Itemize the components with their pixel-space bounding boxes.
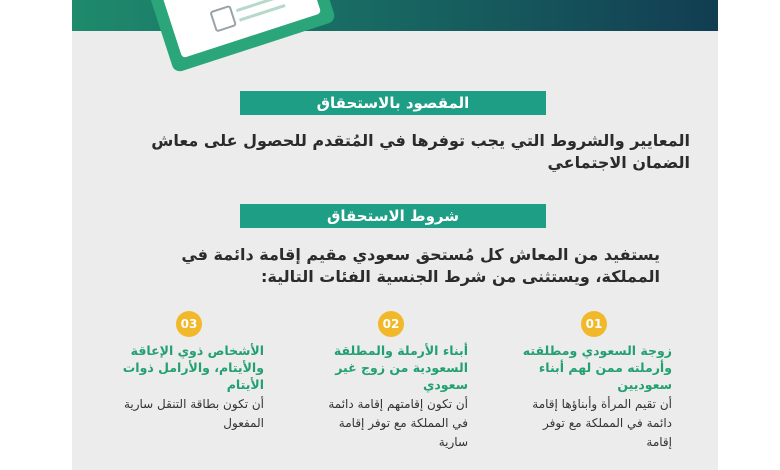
eligibility-conditions-text: يستفيد من المعاش كل مُستحق سعودي مقيم إقامة دائمة في المملكة، ويستثنى من شرط الجنسية الفئات التالية: bbox=[181, 245, 660, 286]
checkbox-icon bbox=[209, 5, 237, 33]
category-description: أن تقيم المرأة وأبناؤها إقامة دائمة في المملكة مع توفر إقامة bbox=[532, 397, 672, 449]
category-description: أن تكون بطاقة التنقل سارية المفعول bbox=[123, 397, 264, 430]
category-title: زوجة السعودي ومطلقته وأرملته ممن لهم أبناء سعوديين bbox=[522, 343, 672, 392]
document-paper bbox=[152, 0, 321, 58]
category-number-badge: 01 bbox=[581, 311, 607, 337]
section-heading-eligibility-conditions: شروط الاستحقاق bbox=[240, 204, 546, 228]
category-number-badge: 03 bbox=[176, 311, 202, 337]
category-number-badge: 02 bbox=[378, 311, 404, 337]
document-checklist-icon bbox=[138, 0, 337, 73]
category-description: أن تكون إقامتهم إقامة دائمة في المملكة مع توفر إقامة سارية bbox=[328, 397, 468, 449]
category-column-3 bbox=[116, 342, 264, 433]
category-column-1 bbox=[522, 342, 672, 452]
category-title: الأشخاص ذوي الإعاقة والأيتام، والأرامل ذوات الأيتام bbox=[122, 343, 264, 392]
infographic-card bbox=[72, 0, 718, 470]
section-heading-eligibility-meaning: المقصود بالاستحقاق bbox=[240, 91, 546, 115]
category-title: أبناء الأرملة والمطلقة السعودية من زوج غير سعودي bbox=[333, 343, 468, 392]
eligibility-meaning-text: المعايير والشروط التي يجب توفرها في المُتقدم للحصول على معاش الضمان الاجتماعي bbox=[151, 131, 690, 172]
category-column-2 bbox=[320, 342, 468, 452]
